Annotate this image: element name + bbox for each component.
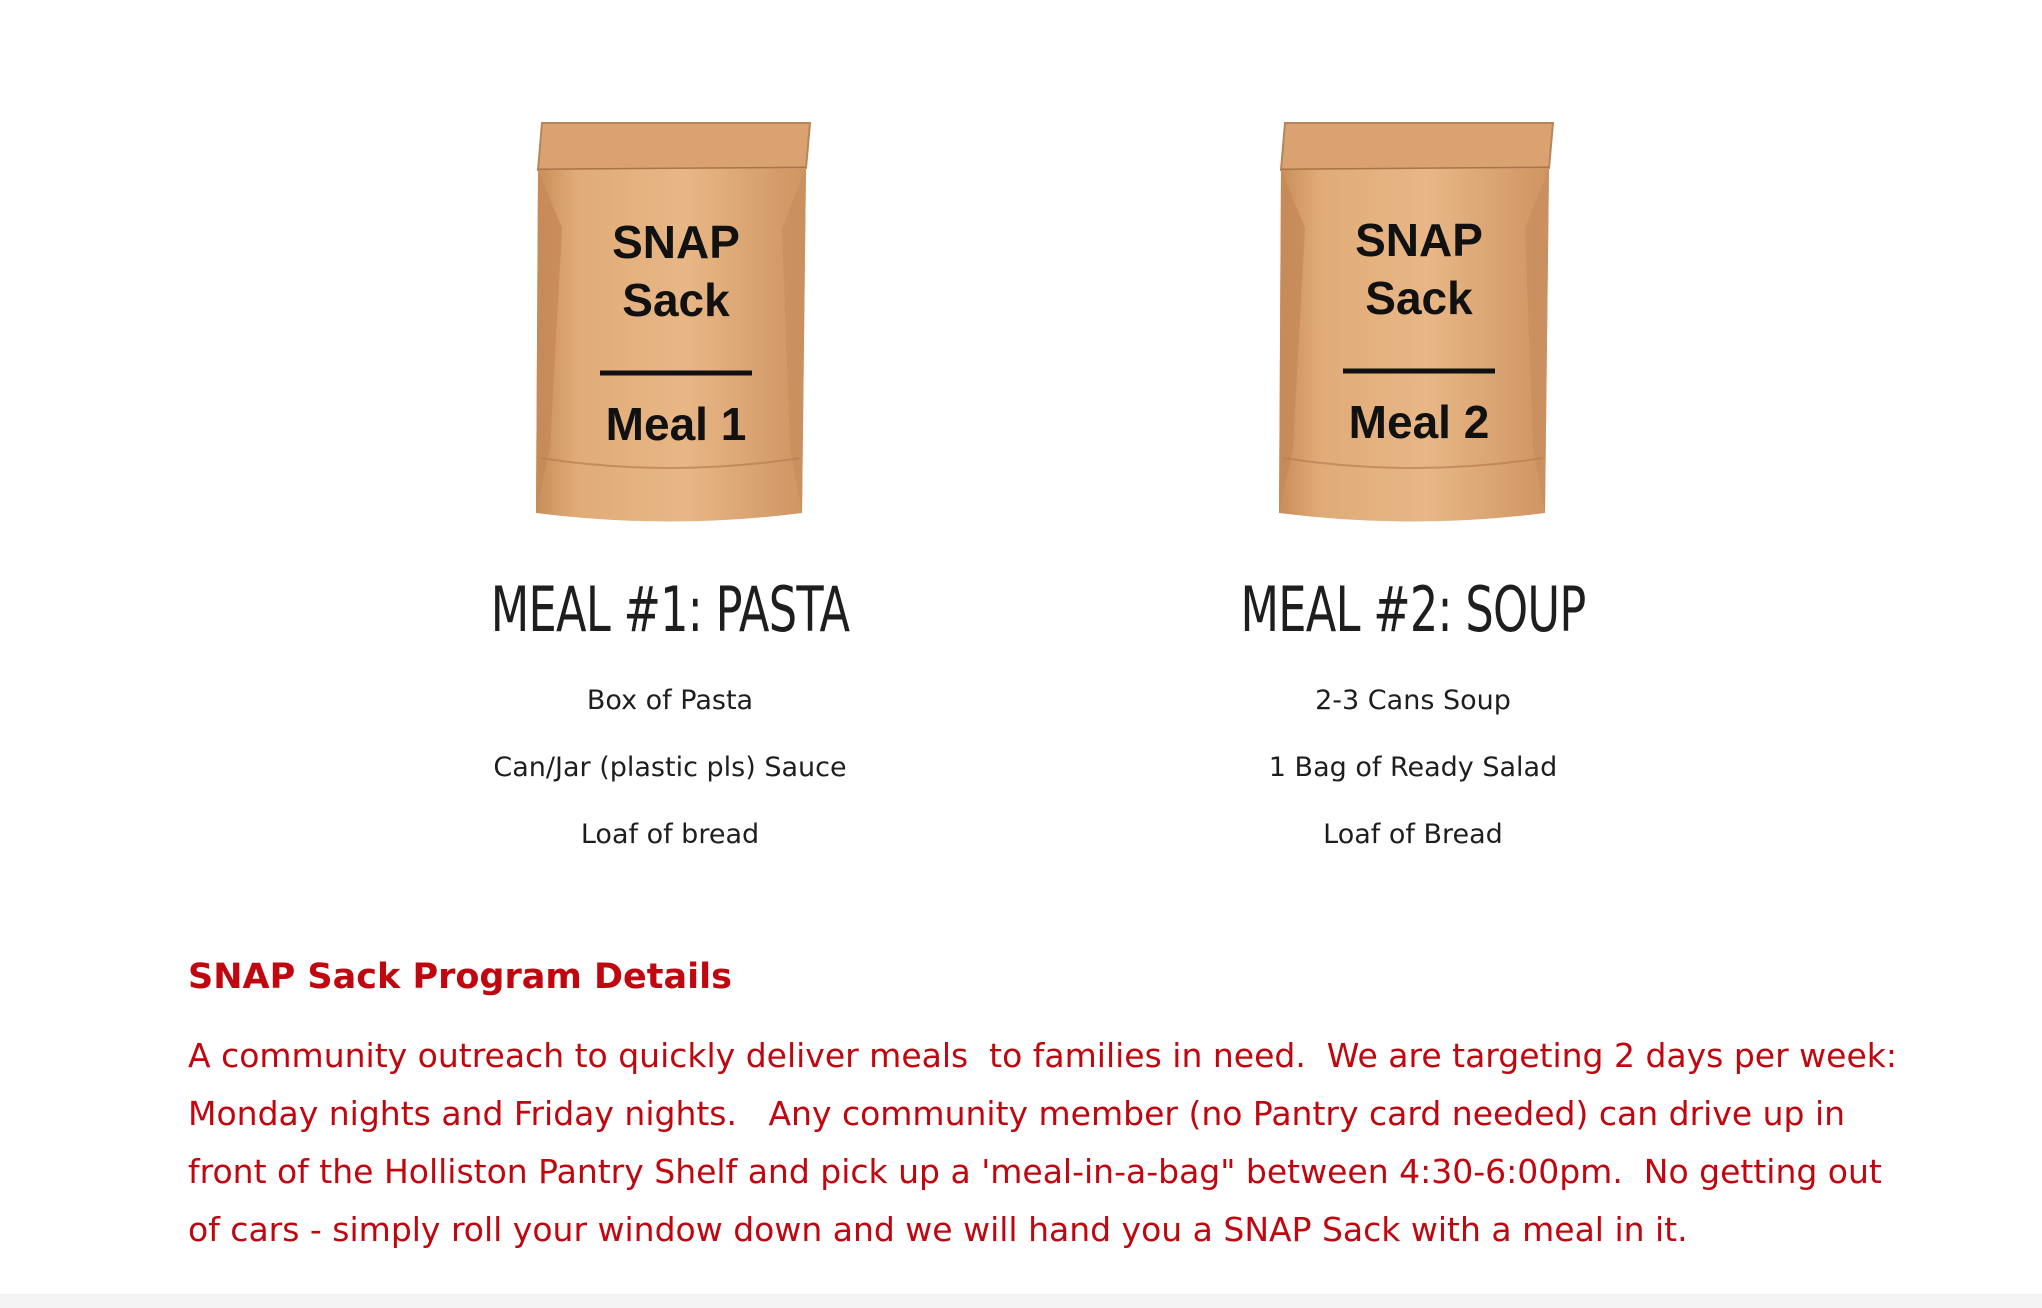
- program-details-line: A community outreach to quickly deliver meals to families in need. We are targeting 2 days per week:: [188, 1035, 1897, 1075]
- meal-item: Box of Pasta: [586, 685, 754, 717]
- bag-label-line2: Sack: [1365, 272, 1473, 324]
- meal-card-1: [320, 118, 1020, 868]
- program-details-line: of cars - simply roll your window down and we will hand you a SNAP Sack with a meal in it.: [188, 1209, 1688, 1249]
- bag-label-line1: SNAP: [1355, 214, 1483, 266]
- bag-label-line1: SNAP: [612, 216, 740, 268]
- program-details-section: [188, 955, 1938, 1259]
- paper-bag-graphic: [520, 118, 820, 543]
- meal-title: MEAL #2: SOUP: [1240, 573, 1586, 646]
- bag-label-line2: Sack: [622, 274, 730, 326]
- snap-sack-bag-image-2: [1263, 118, 1563, 543]
- program-details-line: Monday nights and Friday nights. Any community member (no Pantry card needed) can drive up in: [188, 1093, 1846, 1133]
- meal-item: Loaf of bread: [580, 819, 760, 851]
- program-details-body: [188, 1027, 1938, 1259]
- meal-item: 2-3 Cans Soup: [1315, 685, 1511, 717]
- meal-card-2: [1063, 118, 1763, 868]
- paper-bag-graphic: [1263, 118, 1563, 543]
- page-footer-strip: [0, 1294, 2042, 1308]
- meal-item: 1 Bag of Ready Salad: [1268, 752, 1558, 784]
- program-details-line: front of the Holliston Pantry Shelf and pick up a 'meal-in-a-bag" between 4:30-6:00pm. No getting out: [188, 1151, 1882, 1191]
- bag-label-line3: Meal 1: [605, 398, 747, 450]
- meal-title: MEAL #1: PASTA: [490, 573, 850, 646]
- meal-item: Loaf of Bread: [1323, 819, 1503, 851]
- meal-item-list: [320, 667, 1020, 868]
- bag-label-line3: Meal 2: [1348, 396, 1490, 448]
- meal-item: Can/Jar (plastic pls) Sauce: [493, 752, 847, 784]
- snap-sack-bag-image-1: [520, 118, 820, 543]
- meal-item-list: [1063, 667, 1763, 868]
- program-details-heading: SNAP Sack Program Details: [188, 957, 732, 997]
